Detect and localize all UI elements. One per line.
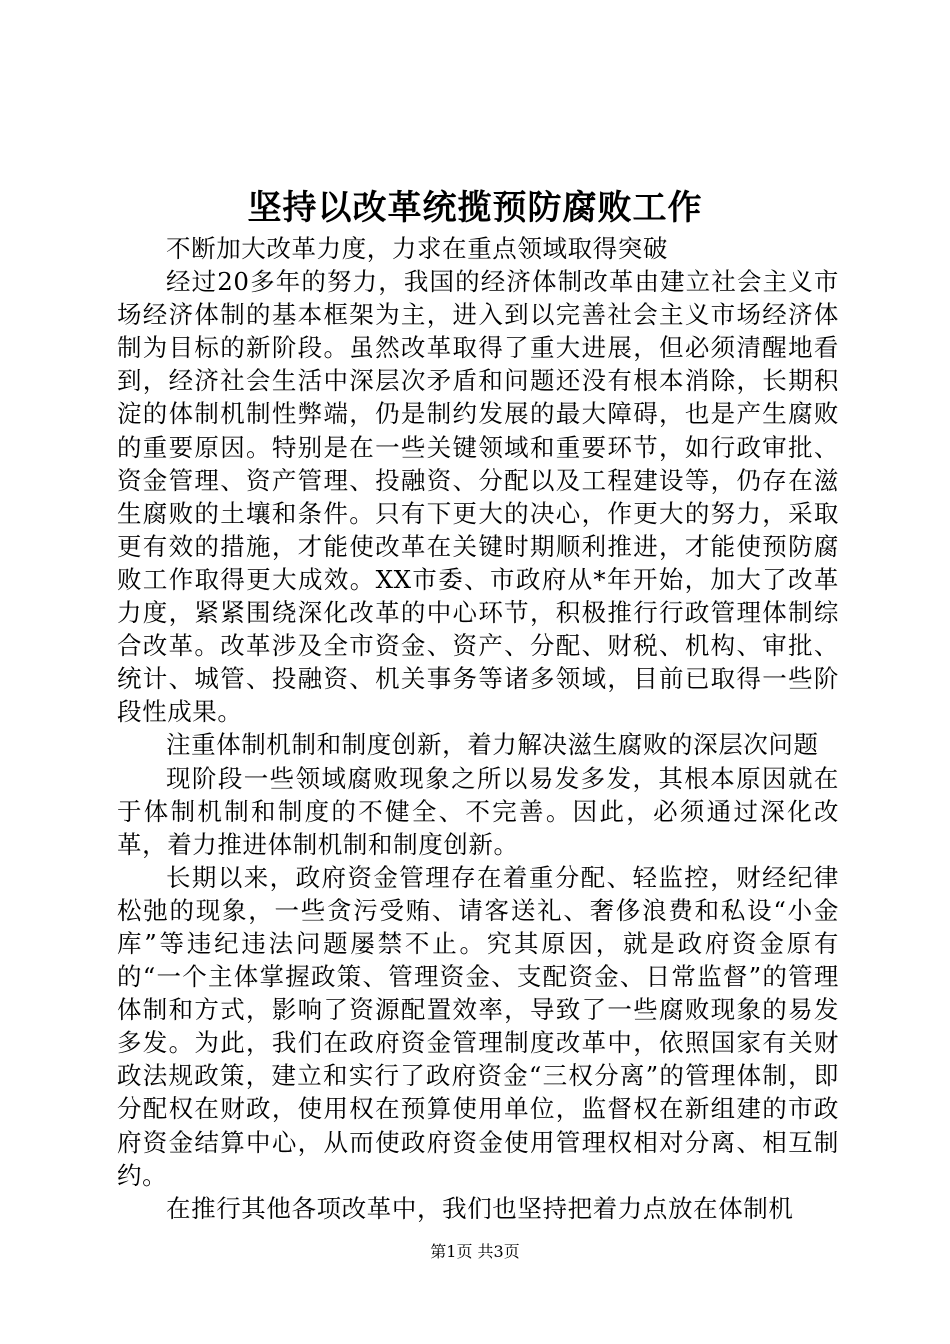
paragraph-1: 经过20多年的努力，我国的经济体制改革由建立社会主义市场经济体制的基本框架为主，进入到以完善社会主义市场经济体制为目标的新阶段。虽然改革取得了重大进展，但必须清醒地看到，经济社会生活中深层次矛盾和问题还没有根本消除，长期积淀的体制机制性弊端，仍是制约发展的最大障碍，也是产生腐败的重要原因。特别是在一些关键领域和重要环节，如行政审批、资金管理、资产管理、投融资、分配以及工程建设等，仍存在滋生腐败的土壤和条件。只有下更大的决心，作更大的努力，采取更有效的措施，才能使改革在关键时期顺利推进，才能使预防腐败工作取得更大成效。XX市委、市政府从*年开始，加大了改革力度，紧紧围绕深化改革的中心环节，积极推行行政管理体制综合改革。改革涉及全市资金、资产、分配、财税、机构、审批、统计、城管、投融资、机关事务等诸多领域，目前已取得一些阶段性成果。	[117, 267, 839, 727]
paragraph-2: 现阶段一些领域腐败现象之所以易发多发，其根本原因就在于体制机制和制度的不健全、不完善。因此，必须通过深化改革，着力推进体制机制和制度创新。	[117, 763, 839, 859]
paragraph-4: 在推行其他各项改革中，我们也坚持把着力点放在体制机	[166, 1193, 794, 1223]
document-body	[117, 232, 839, 1225]
section-heading-1: 不断加大改革力度，力求在重点领域取得突破	[166, 234, 668, 263]
paragraph-3: 长期以来，政府资金管理存在着重分配、轻监控，财经纪律松弛的现象，一些贪污受贿、请客送礼、奢侈浪费和私设“小金库”等违纪违法问题屡禁不止。究其原因，就是政府资金原有的“一个主体掌握政策、管理资金、支配资金、日常监督”的管理体制和方式，影响了资源配置效率，导致了一些腐败现象的易发多发。为此，我们在政府资金管理制度改革中，依照国家有关财政法规政策，建立和实行了政府资金“三权分离”的管理体制，即分配权在财政，使用权在预算使用单位，监督权在新组建的市政府资金结算中心，从而使政府资金使用管理权相对分离、相互制约。	[117, 862, 839, 1190]
section-heading-2: 注重体制机制和制度创新，着力解决滋生腐败的深层次问题	[166, 730, 819, 760]
document-title: 坚持以改革统揽预防腐败工作	[247, 188, 703, 228]
page-number: 第1页 共3页	[430, 1242, 520, 1261]
page-footer	[0, 1241, 950, 1263]
